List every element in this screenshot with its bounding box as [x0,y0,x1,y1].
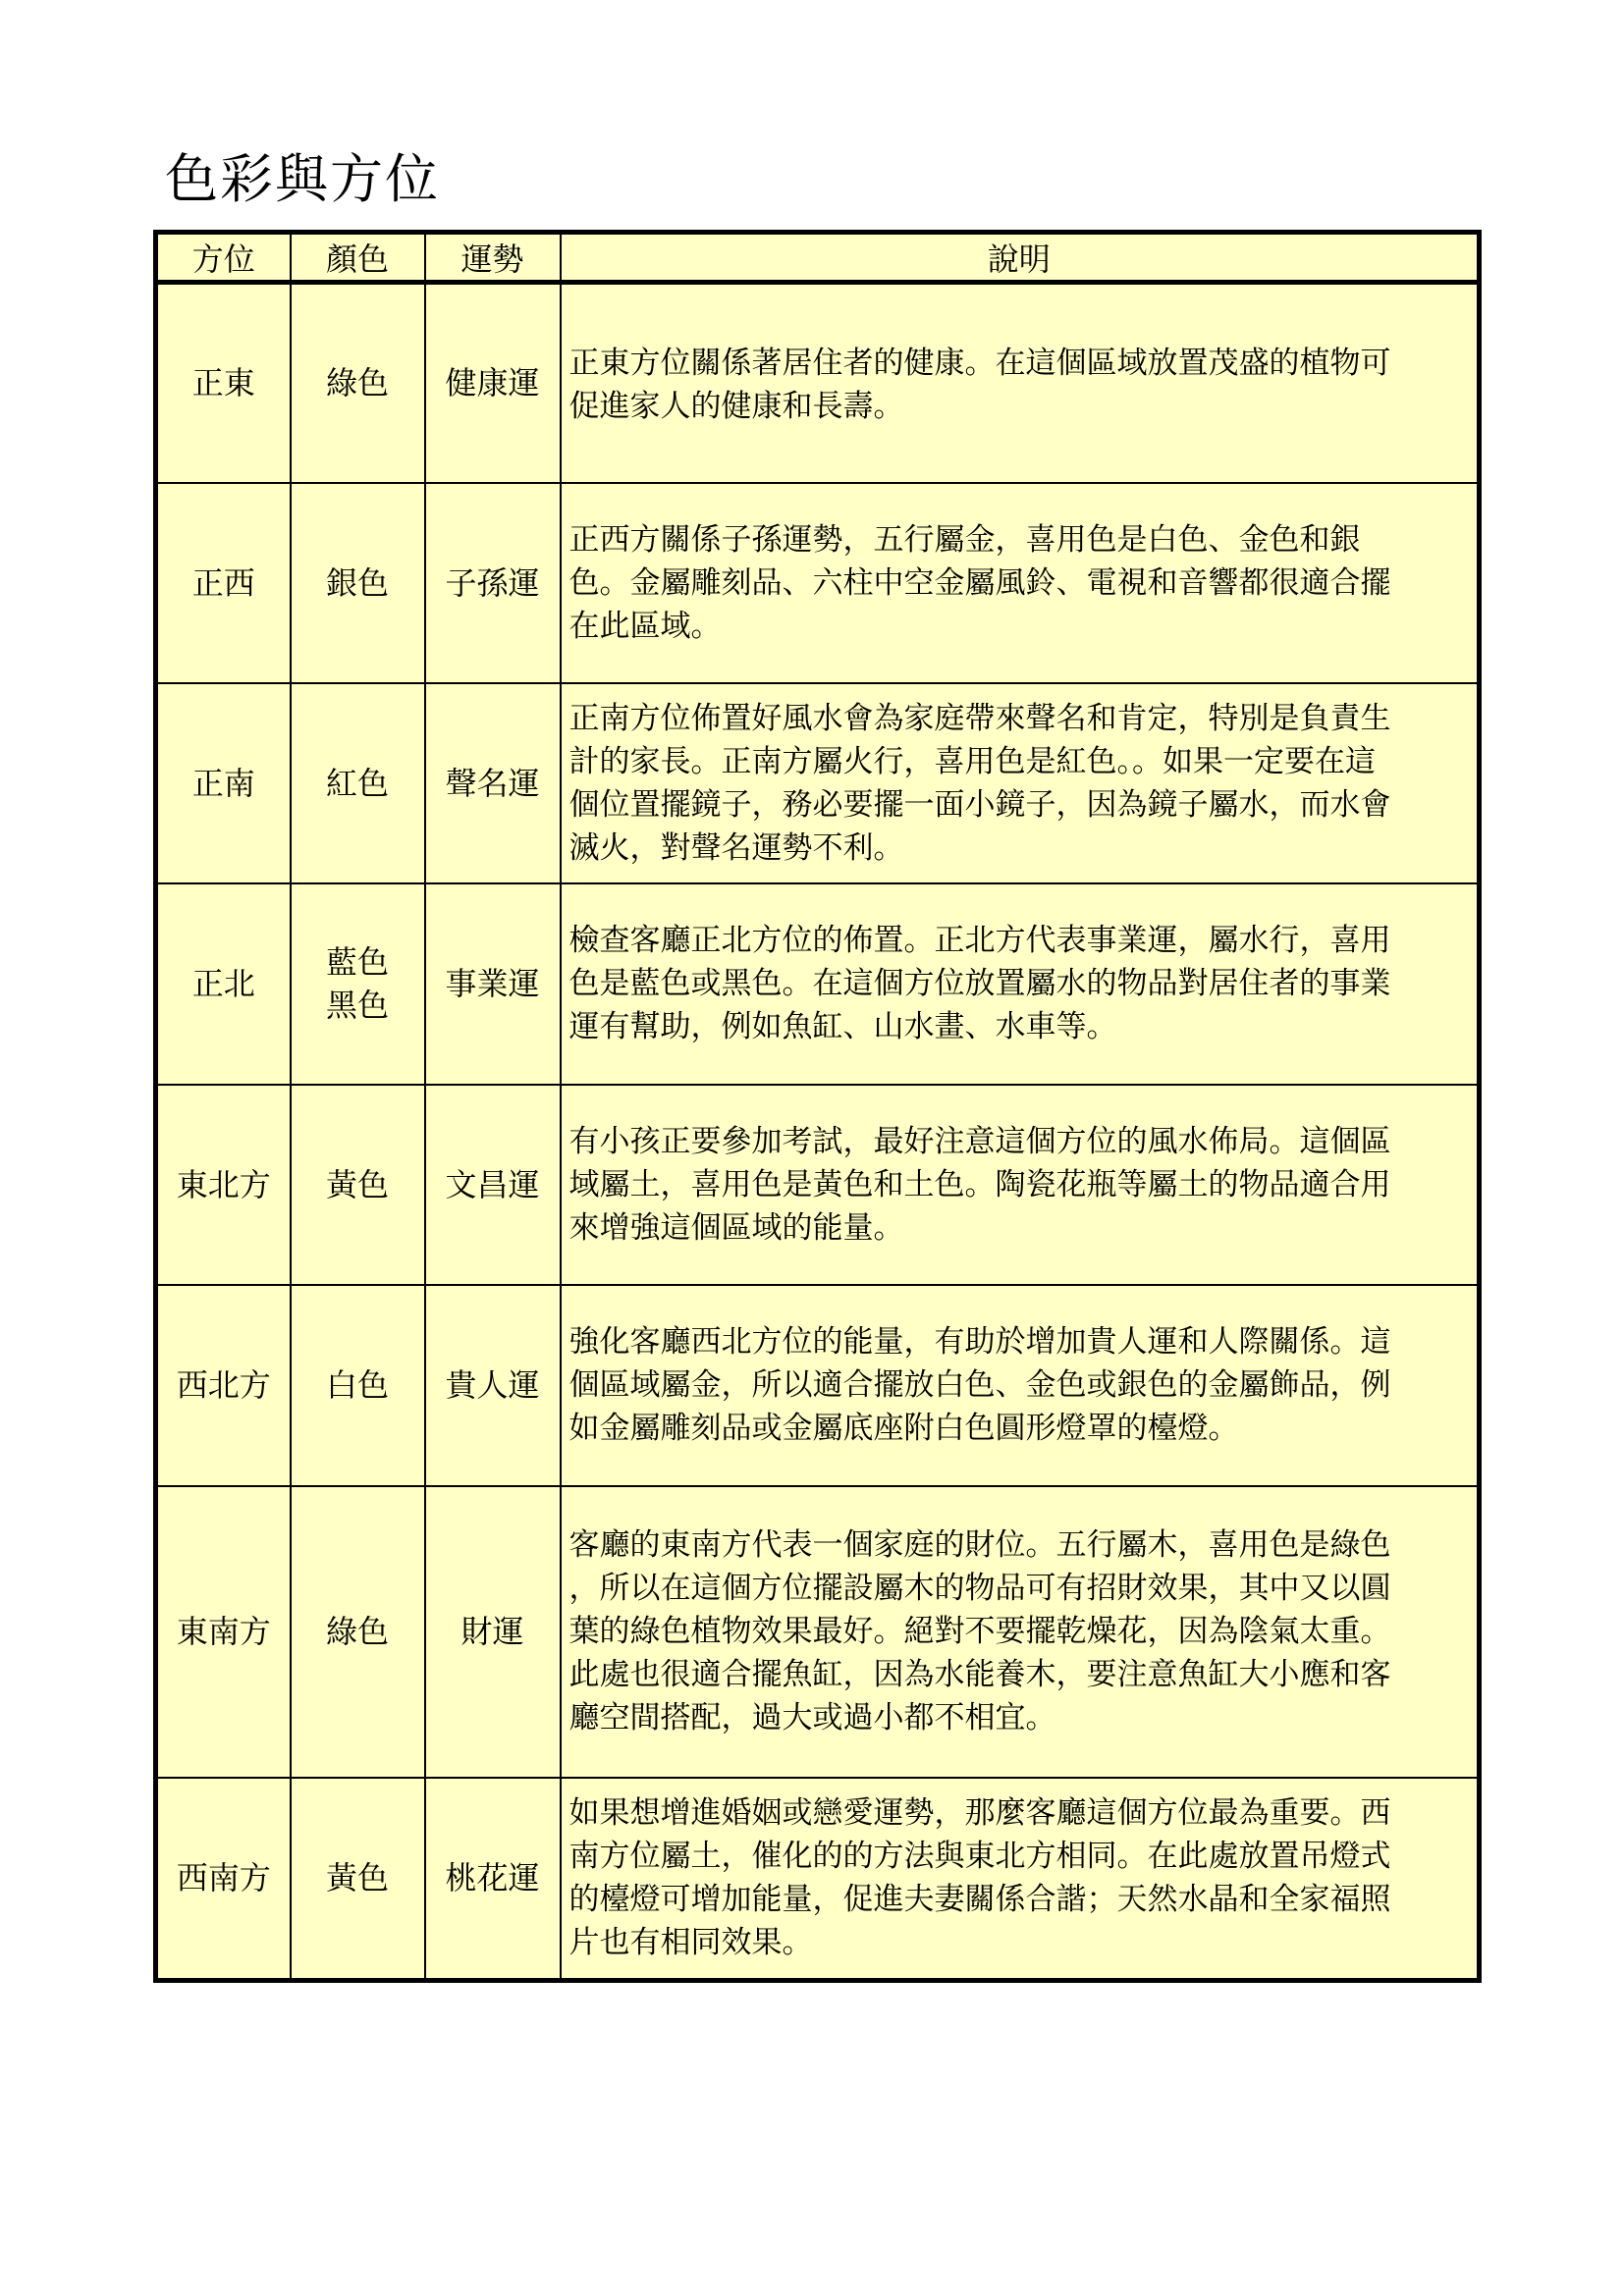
color-cell [291,683,425,883]
description-cell [561,1486,1480,1778]
description-line: 有小孩正要參加考試，最好注意這個方位的風水佈局。這個區 [568,1123,1391,1159]
description-line: 促進家人的健康和長壽。 [568,389,904,424]
color-value: 黃色 [325,1165,389,1203]
table-row [156,1486,1480,1778]
description-line: 南方位屬土，催化的的方法與東北方相同。在此處放置吊燈式 [568,1839,1391,1875]
description-cell [561,1285,1480,1486]
color-cell [291,1085,425,1285]
page-title: 色彩與方位 [165,148,440,210]
description-line: 來增強這個區域的能量。 [568,1209,904,1246]
description-line: 正東方位關係著居住者的健康。在這個區域放置茂盛的植物可 [568,346,1391,381]
description-line: 個區域屬金，所以適合擺放白色、金色或銀色的金屬飾品，例 [568,1367,1391,1403]
header-direction: 方位 [156,233,291,283]
description-line: 如果想增進婚姻或戀愛運勢，那麼客廳這個方位最為重要。西 [568,1795,1391,1832]
direction-cell: 東南方 [156,1486,291,1778]
color-value: 白色 [325,1366,389,1404]
description-cell [561,283,1480,483]
color-value: 黑色 [325,987,389,1024]
description-line: 滅火，對聲名運勢不利。 [568,829,904,866]
fortune-cell: 貴人運 [425,1285,561,1486]
color-cell [291,1486,425,1778]
fortune-cell: 文昌運 [425,1085,561,1285]
table-row [156,1085,1480,1285]
direction-cell: 正南 [156,683,291,883]
feng-shui-table [153,230,1482,1983]
table-row [156,883,1480,1085]
color-cell [291,883,425,1085]
color-value: 紅色 [325,764,389,802]
description-cell [561,1778,1480,1981]
fortune-cell: 事業運 [425,883,561,1085]
description-line: 檢查客廳正北方位的佈置。正北方代表事業運，屬水行，喜用 [568,923,1391,958]
description-cell [561,883,1480,1085]
fortune-cell: 子孫運 [425,483,561,683]
color-value: 黃色 [325,1859,389,1897]
description-line: 強化客廳西北方位的能量，有助於增加貴人運和人際關係。這 [568,1324,1391,1360]
color-value: 綠色 [325,1613,389,1650]
table-row [156,683,1480,883]
description-line: 客廳的東南方代表一個家庭的財位。五行屬木，喜用色是綠色 [568,1527,1391,1563]
direction-cell: 西北方 [156,1285,291,1486]
table-row [156,1285,1480,1486]
color-value: 藍色 [325,943,389,981]
header-description: 說明 [561,233,1480,283]
color-cell [291,1285,425,1486]
description-line: 色是藍色或黑色。在這個方位放置屬水的物品對居住者的事業 [568,966,1391,1001]
color-cell [291,1778,425,1981]
direction-cell: 東北方 [156,1085,291,1285]
direction-cell: 正西 [156,483,291,683]
description-line: 在此區域。 [568,608,722,644]
direction-cell: 西南方 [156,1778,291,1981]
description-line: 計的家長。正南方屬火行，喜用色是紅色。。如果一定要在這 [568,743,1376,779]
description-cell [561,683,1480,883]
description-cell [561,483,1480,683]
description-line: ，所以在這個方位擺設屬木的物品可有招財效果，其中又以圓 [568,1571,1391,1606]
description-line: 正南方位佈置好風水會為家庭帶來聲名和肯定，特別是負責生 [568,700,1391,736]
description-line: 廳空間搭配，過大或過小都不相宜。 [568,1700,1056,1735]
table-header-row [156,233,1480,283]
table-row [156,283,1480,483]
direction-cell: 正東 [156,283,291,483]
description-cell [561,1085,1480,1285]
table-row [156,1778,1480,1981]
description-line: 葉的綠色植物效果最好。絕對不要擺乾燥花，因為陰氣太重。 [568,1614,1391,1649]
fortune-cell: 財運 [425,1486,561,1778]
description-line: 片也有相同效果。 [568,1925,813,1961]
description-line: 域屬土，喜用色是黃色和土色。陶瓷花瓶等屬土的物品適合用 [568,1166,1391,1202]
fortune-cell: 聲名運 [425,683,561,883]
color-cell [291,283,425,483]
description-line: 正西方關係子孫運勢，五行屬金，喜用色是白色、金色和銀 [568,521,1361,558]
description-line: 此處也很適合擺魚缸，因為水能養木，要注意魚缸大小應和客 [568,1657,1391,1692]
description-line: 色。金屬雕刻品、六柱中空金屬風鈴、電視和音響都很適合擺 [568,564,1391,601]
description-line: 個位置擺鏡子，務必要擺一面小鏡子，因為鏡子屬水，而水會 [568,786,1391,823]
header-color: 顏色 [291,233,425,283]
fortune-cell: 健康運 [425,283,561,483]
description-line: 運有幫助，例如魚缸、山水畫、水車等。 [568,1009,1117,1044]
color-value: 銀色 [325,563,389,602]
color-cell [291,483,425,683]
fortune-cell: 桃花運 [425,1778,561,1981]
description-line: 的檯燈可增加能量，促進夫妻關係合諧；天然水晶和全家福照 [568,1882,1391,1918]
direction-cell: 正北 [156,883,291,1085]
header-fortune: 運勢 [425,233,561,283]
table-row [156,483,1480,683]
color-value: 綠色 [325,364,389,402]
description-line: 如金屬雕刻品或金屬底座附白色圓形燈罩的檯燈。 [568,1411,1239,1446]
